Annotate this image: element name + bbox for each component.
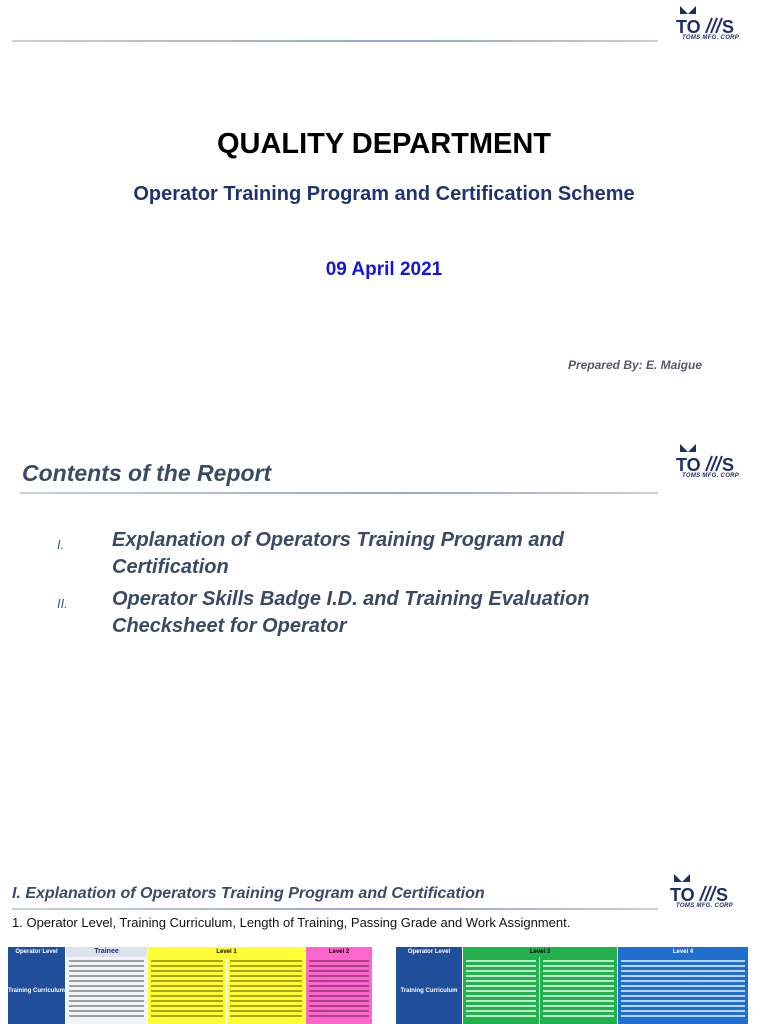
table-row-label: Training Curriculum	[396, 957, 462, 1024]
svg-text:TO: TO	[676, 455, 701, 474]
section-slide	[0, 830, 768, 1024]
logo-corp-text: TOMS MFG. CORP	[682, 35, 740, 41]
page-subtitle: Operator Training Program and Certification Scheme	[133, 183, 635, 205]
toc-item-text: Explanation of Operators Training Program and Certification	[112, 529, 564, 578]
toms-logo-icon	[672, 4, 748, 36]
toms-logo-icon	[672, 442, 748, 474]
contents-slide	[0, 410, 768, 830]
section-point: 1. Operator Level, Training Curriculum, Length of Training, Passing Grade and Work Assignment.	[12, 915, 571, 930]
table-header-cell: Operator Level	[8, 947, 65, 957]
cover-slide	[0, 0, 768, 410]
page-title: QUALITY DEPARTMENT	[216, 128, 552, 160]
logo-corp-text: TOMS MFG. CORP	[682, 473, 740, 479]
toc-item-number: II.	[57, 596, 68, 611]
toms-logo-icon	[666, 872, 742, 904]
training-table-left	[8, 947, 372, 1024]
table-header-cell: Level 3	[463, 947, 617, 957]
svg-text:S: S	[722, 17, 735, 36]
table-cell	[148, 957, 226, 1024]
section-title: I. Explanation of Operators Training Program and Certification	[12, 885, 485, 902]
table-header-cell: Level 1	[148, 947, 305, 957]
training-table-right	[396, 947, 748, 1024]
table-row-label: Training Curriculum	[8, 957, 65, 1024]
table-header-cell: Trainee	[66, 947, 147, 957]
table-cell	[227, 957, 305, 1024]
toms-logo	[672, 4, 748, 48]
toc-item-text: Operator Skills Badge I.D. and Training Evaluation Checksheet for Operator	[112, 588, 590, 637]
svg-text:S: S	[722, 455, 735, 474]
prepared-by: Prepared By: E. Maigue	[567, 358, 702, 372]
table-header-cell: Operator Level	[396, 947, 462, 957]
header-rule	[12, 40, 658, 42]
table-header-cell: Level 4	[618, 947, 748, 957]
svg-text:S: S	[716, 885, 729, 904]
table-cell	[463, 957, 539, 1024]
report-date: 09 April 2021	[325, 259, 443, 280]
logo-corp-text: TOMS MFG. CORP	[676, 903, 734, 909]
table-cell	[540, 957, 617, 1024]
table-cell	[306, 957, 372, 1024]
contents-title: Contents of the Report	[22, 460, 272, 486]
svg-text:TO: TO	[670, 885, 695, 904]
toms-logo	[666, 872, 742, 916]
table-cell	[618, 957, 748, 1024]
svg-text:TO: TO	[676, 17, 701, 36]
table-cell	[66, 957, 147, 1024]
toms-logo	[672, 442, 748, 486]
section-rule	[12, 908, 658, 910]
contents-rule	[20, 492, 658, 494]
table-header-cell: Level 2	[306, 947, 372, 957]
toc-item-number: I.	[57, 537, 65, 552]
